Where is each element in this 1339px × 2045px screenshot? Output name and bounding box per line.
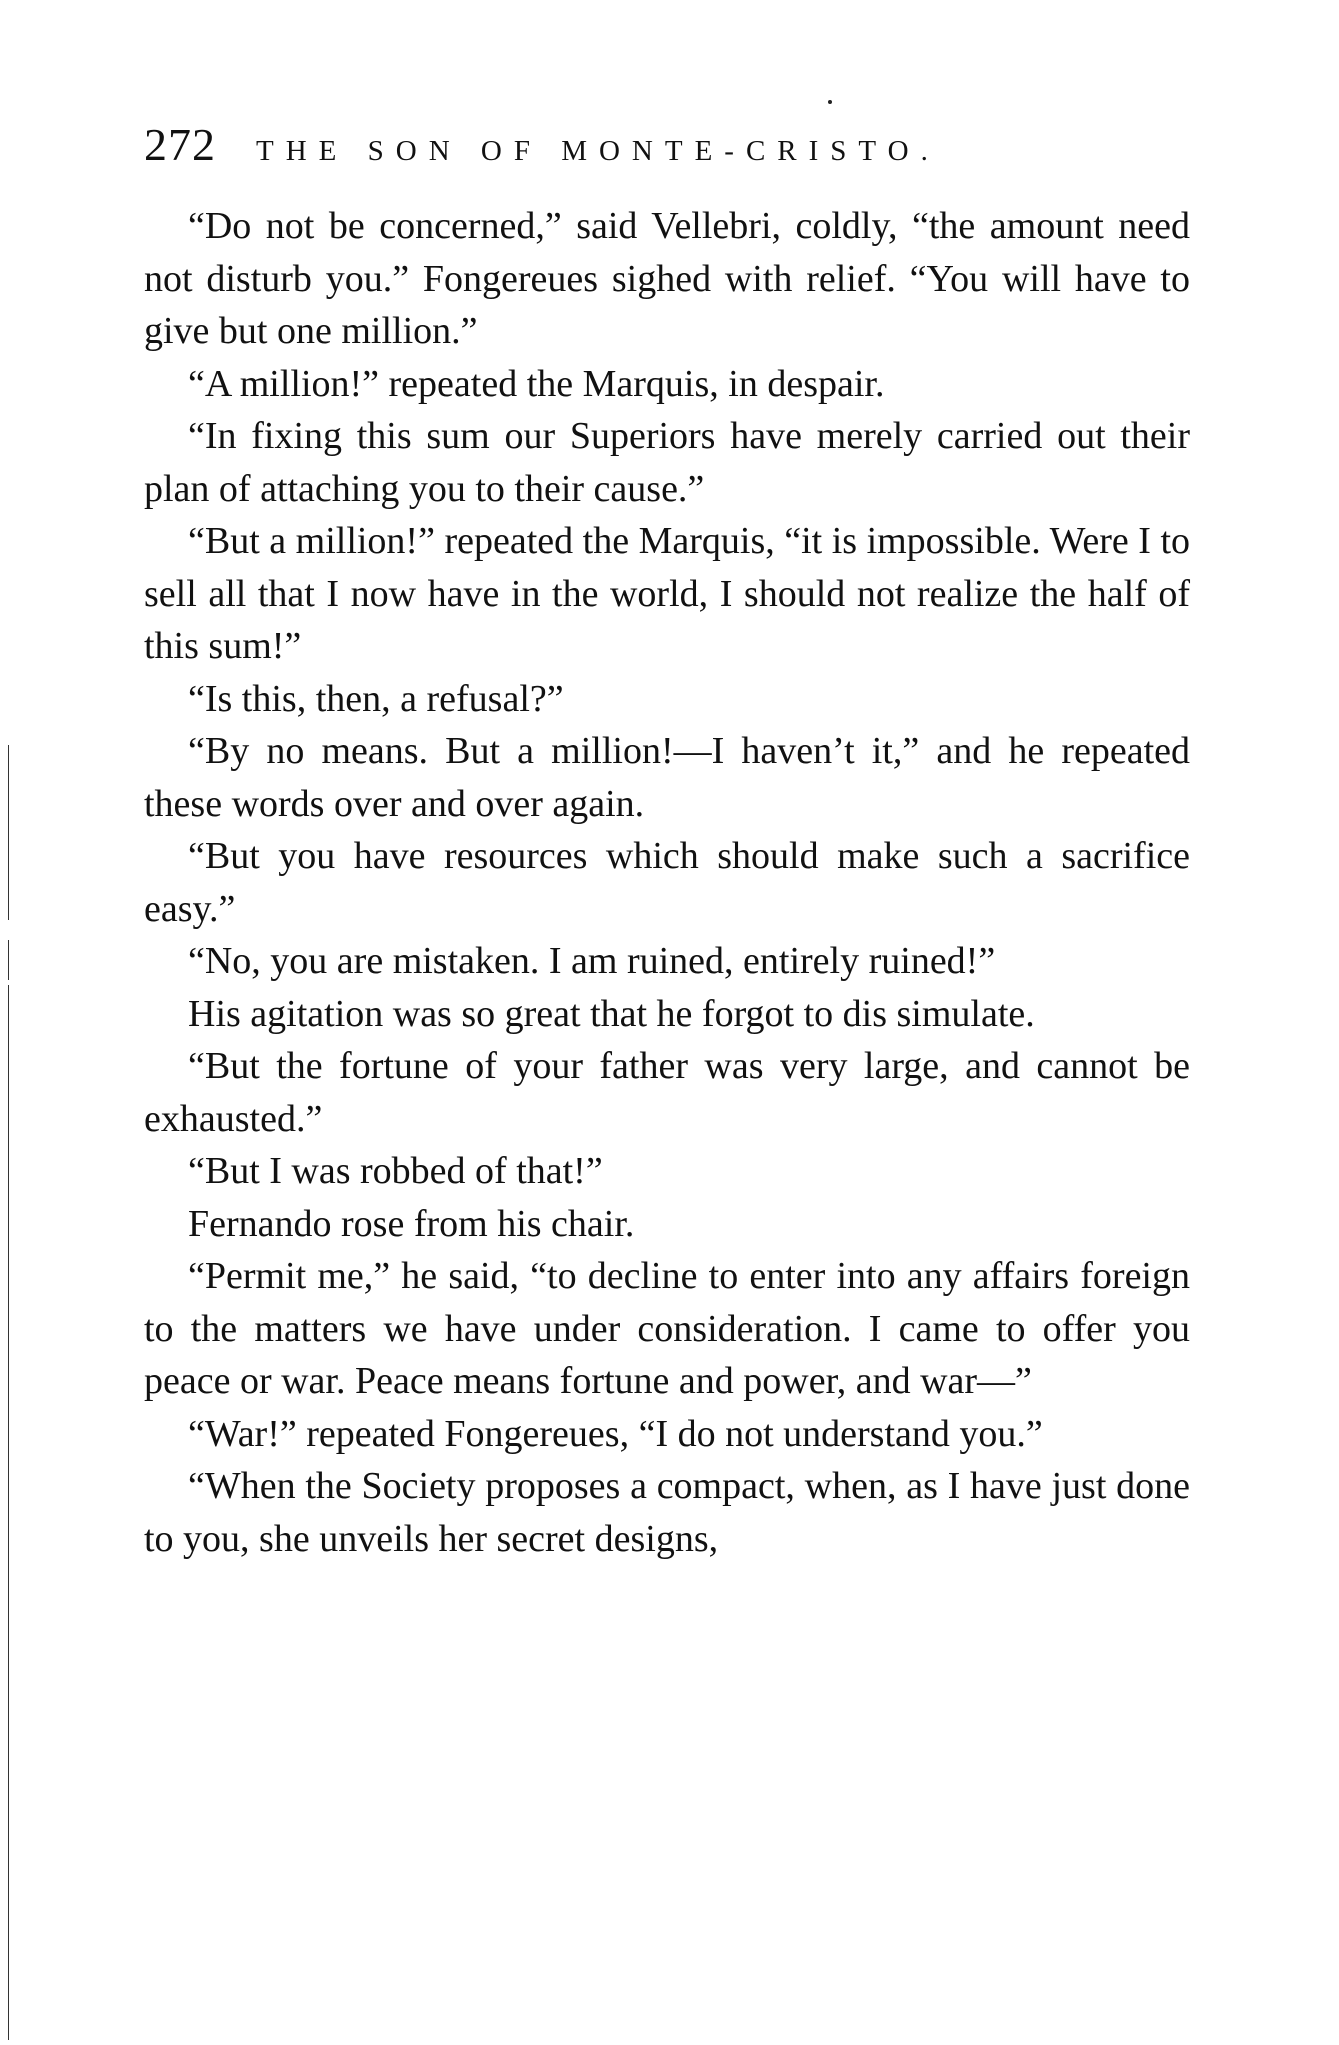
scan-edge-line bbox=[8, 745, 9, 920]
paragraph: “But you have resources which should make such a sacrifice easy.” bbox=[144, 835, 1190, 930]
body-text bbox=[144, 200, 1190, 1565]
paragraph: “But a million!” repeated the Marquis, “it is impossible. Were I to sell all that I now have in the world, I should not realize the half of this sum!” bbox=[144, 520, 1190, 667]
paragraph: “When the Society proposes a compact, when, as I have just done to you, she unveils her secret designs, bbox=[144, 1465, 1190, 1560]
page-header bbox=[144, 118, 1194, 178]
paragraph: “But the fortune of your father was very large, and cannot be exhausted.” bbox=[144, 1045, 1190, 1140]
paragraph: “Permit me,” he said, “to decline to enter into any affairs foreign to the matters we have under consideration. I came to offer you peace or war. Peace means fortune and power, and war—” bbox=[144, 1255, 1190, 1402]
paragraph: Fernando rose from his chair. bbox=[188, 1202, 635, 1245]
paragraph: His agitation was so great that he forgot to dis simulate. bbox=[188, 992, 1035, 1035]
running-title: THE SON OF MONTE-CRISTO. bbox=[256, 135, 940, 167]
paragraph: “But I was robbed of that!” bbox=[188, 1150, 603, 1192]
scan-edge-line bbox=[8, 940, 9, 980]
page-number: 272 bbox=[144, 119, 216, 170]
paragraph: “In fixing this sum our Superiors have merely carried out their plan of attaching you to their cause.” bbox=[144, 415, 1190, 510]
paragraph: “By no means. But a million!—I haven’t it,” and he repeated these words over and over again. bbox=[144, 730, 1190, 825]
paragraph: “War!” repeated Fongereues, “I do not understand you.” bbox=[188, 1412, 1043, 1455]
ink-speck bbox=[828, 100, 832, 104]
paragraph: “A million!” repeated the Marquis, in despair. bbox=[188, 362, 885, 405]
paragraph: “Do not be concerned,” said Vellebri, coldly, “the amount need not disturb you.” Fongereues sighed with relief. “You will have to give but one million.” bbox=[144, 205, 1190, 352]
paragraph: “Is this, then, a refusal?” bbox=[188, 677, 564, 720]
paragraph: “No, you are mistaken. I am ruined, entirely ruined!” bbox=[188, 940, 996, 982]
scan-edge-line bbox=[8, 985, 9, 2040]
